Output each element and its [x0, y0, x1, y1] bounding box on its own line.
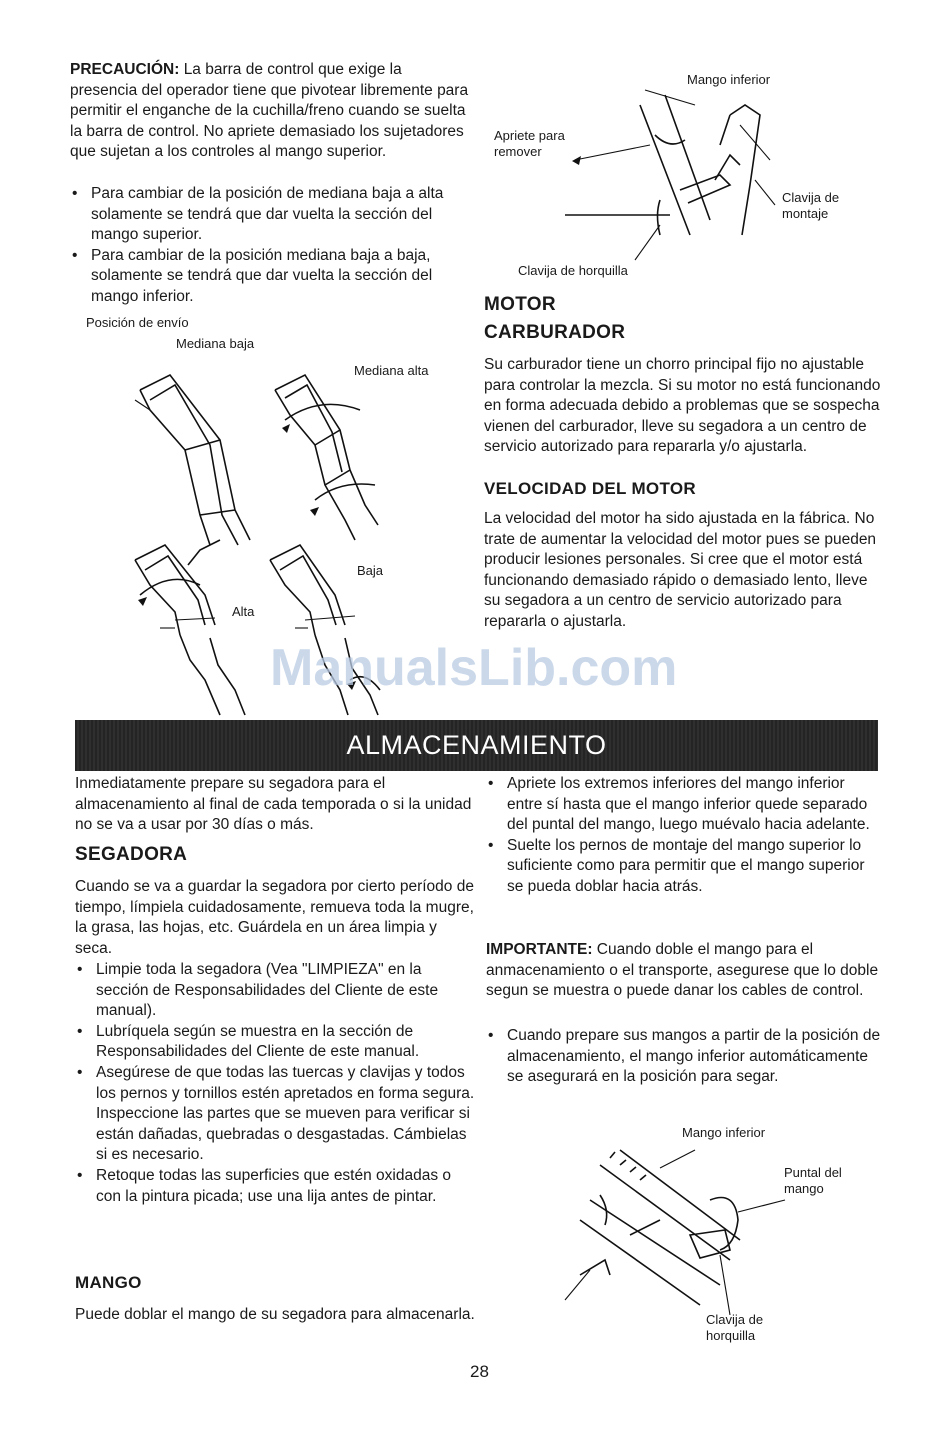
mower-title: SEGADORA	[75, 844, 188, 865]
list-item: • Retoque todas las superficies que estén oxidadas o con la pintura picada; use una lija antes de pintar.	[75, 1166, 475, 1207]
storage-handle-figure	[560, 1140, 790, 1315]
engine-speed-text: La velocidad del motor ha sido ajustada en la fábrica. No trate de aumentar la velocidad del motor pues se pueden producir lesiones personales. Si cree que el motor está funcionando demasiado rápido o demasiado lento, lleve su segadora a un centro de servicio autorizado para repararla o ajustarla.	[484, 510, 877, 630]
handle-title: MANGO	[75, 1273, 142, 1292]
list-item: • Apriete los extremos inferiores del mango inferior entre sí hasta que el mango inferior quede separado del puntal del mango, luego muévalo hacia adelante.	[486, 774, 881, 836]
handle-medium-high-drawing	[275, 375, 378, 540]
storage-banner: ALMACENAMIENTO	[75, 720, 878, 771]
list-item: • Suelte los pernos de montaje del mango superior lo suficiente como para permitir que el mango superior se pueda doblar hacia atrás.	[486, 836, 881, 898]
medium-high-label: Mediana alta	[354, 363, 429, 378]
mower-text: Cuando se va a guardar la segadora por cierto período de tiempo, límpiela cuidadosamente, remueva toda la mugre, la grasa, las hojas, etc. Guárdela en un área limpia y seca.	[75, 878, 474, 957]
list-item: • Cuando prepare sus mangos a partir de la posición de almacenamiento, el mango inferior automáticamente se asegurará en la posición para segar.	[486, 1026, 881, 1088]
engine-speed-title: VELOCIDAD DEL MOTOR	[484, 479, 696, 498]
lower-handle-label: Mango inferior	[687, 72, 771, 87]
caution-text: La barra de control que exige la presencia del operador tiene que pivotear libremente para permitir el enganche de la cuchilla/freno cuando se suelta la barra de control. No apriete demasiado los sujetadores que sujetan a los controles al mango superior.	[70, 61, 469, 161]
carburetor-text: Su carburador tiene un chorro principal fijo no ajustable para controlar la mezcla. Si su motor no está funcionando en forma adecuada debido a problemas que se sospecha vienen del carburador, lleve su segadora a un centro de servicio autorizado para repararla y/o ajustarla.	[484, 356, 881, 456]
mower-bullets	[75, 960, 475, 1207]
storage-intro: Inmediatamente prepare su segadora para el almacenamiento al final de cada temporada o si la unidad no se va a usar por 30 días o más.	[75, 775, 472, 834]
position-bullets	[70, 184, 470, 308]
shipping-position-label: Posición de envío	[86, 315, 189, 330]
page-number: 28	[470, 1362, 489, 1381]
high-label: Alta	[232, 604, 255, 619]
handle-pin-figure	[560, 85, 790, 270]
important-label: IMPORTANTE:	[486, 941, 593, 958]
important-paragraph	[486, 940, 881, 1002]
hairpin-clip-label: Clavija de horquilla	[518, 263, 628, 278]
list-item: • Para cambiar de la posición mediana baja a baja, solamente se tendrá que dar vuelta la sección del mango inferior.	[70, 246, 470, 308]
storage-last-bullet	[486, 1026, 881, 1088]
caution-paragraph	[70, 60, 470, 163]
list-item: • Para cambiar de la posición de mediana baja a alta solamente se tendrá que dar vuelta la sección del mango superior.	[70, 184, 470, 246]
storage-right-bullets	[486, 774, 881, 898]
important-text: Cuando doble el mango para el anmacenamiento o el transporte, asegurese que lo doble segun se muestra o puede danar los cables de control.	[486, 941, 879, 1000]
handle-high-drawing	[135, 540, 245, 715]
carburetor-title: CARBURADOR	[484, 322, 626, 343]
storage-hairpin-clip-label: Clavija de horquilla	[706, 1312, 764, 1343]
list-item: • Lubríquela según se muestra en la sección de Responsabilidades del Cliente de este manual.	[75, 1022, 475, 1063]
motor-title: MOTOR	[484, 294, 556, 315]
tighten-remove-label: Apriete para remover	[494, 128, 565, 159]
mounting-pin-label: Clavija de montaje	[782, 190, 840, 221]
low-label: Baja	[357, 563, 384, 578]
caution-label: PRECAUCIÓN:	[70, 61, 180, 78]
watermark: ManualsLib.com	[270, 639, 678, 697]
list-item: • Limpie toda la segadora (Vea "LIMPIEZA" en la sección de Responsabilidades del Cliente de este manual).	[75, 960, 475, 1022]
handle-text: Puede doblar el mango de su segadora para almacenarla.	[75, 1306, 475, 1323]
medium-low-label: Mediana baja	[176, 336, 255, 351]
storage-lower-handle-label: Mango inferior	[682, 1125, 766, 1140]
list-item: • Asegúrese de que todas las tuercas y clavijas y todos los pernos y tornillos estén apretados en forma segura. Inspeccione las partes que se mueven para verificar si están dañadas, quebradas o desgastadas. Cámbielas si es necesario.	[75, 1063, 475, 1166]
handle-strut-label: Puntal del mango	[784, 1165, 842, 1196]
handle-medium-low-drawing	[135, 375, 250, 545]
